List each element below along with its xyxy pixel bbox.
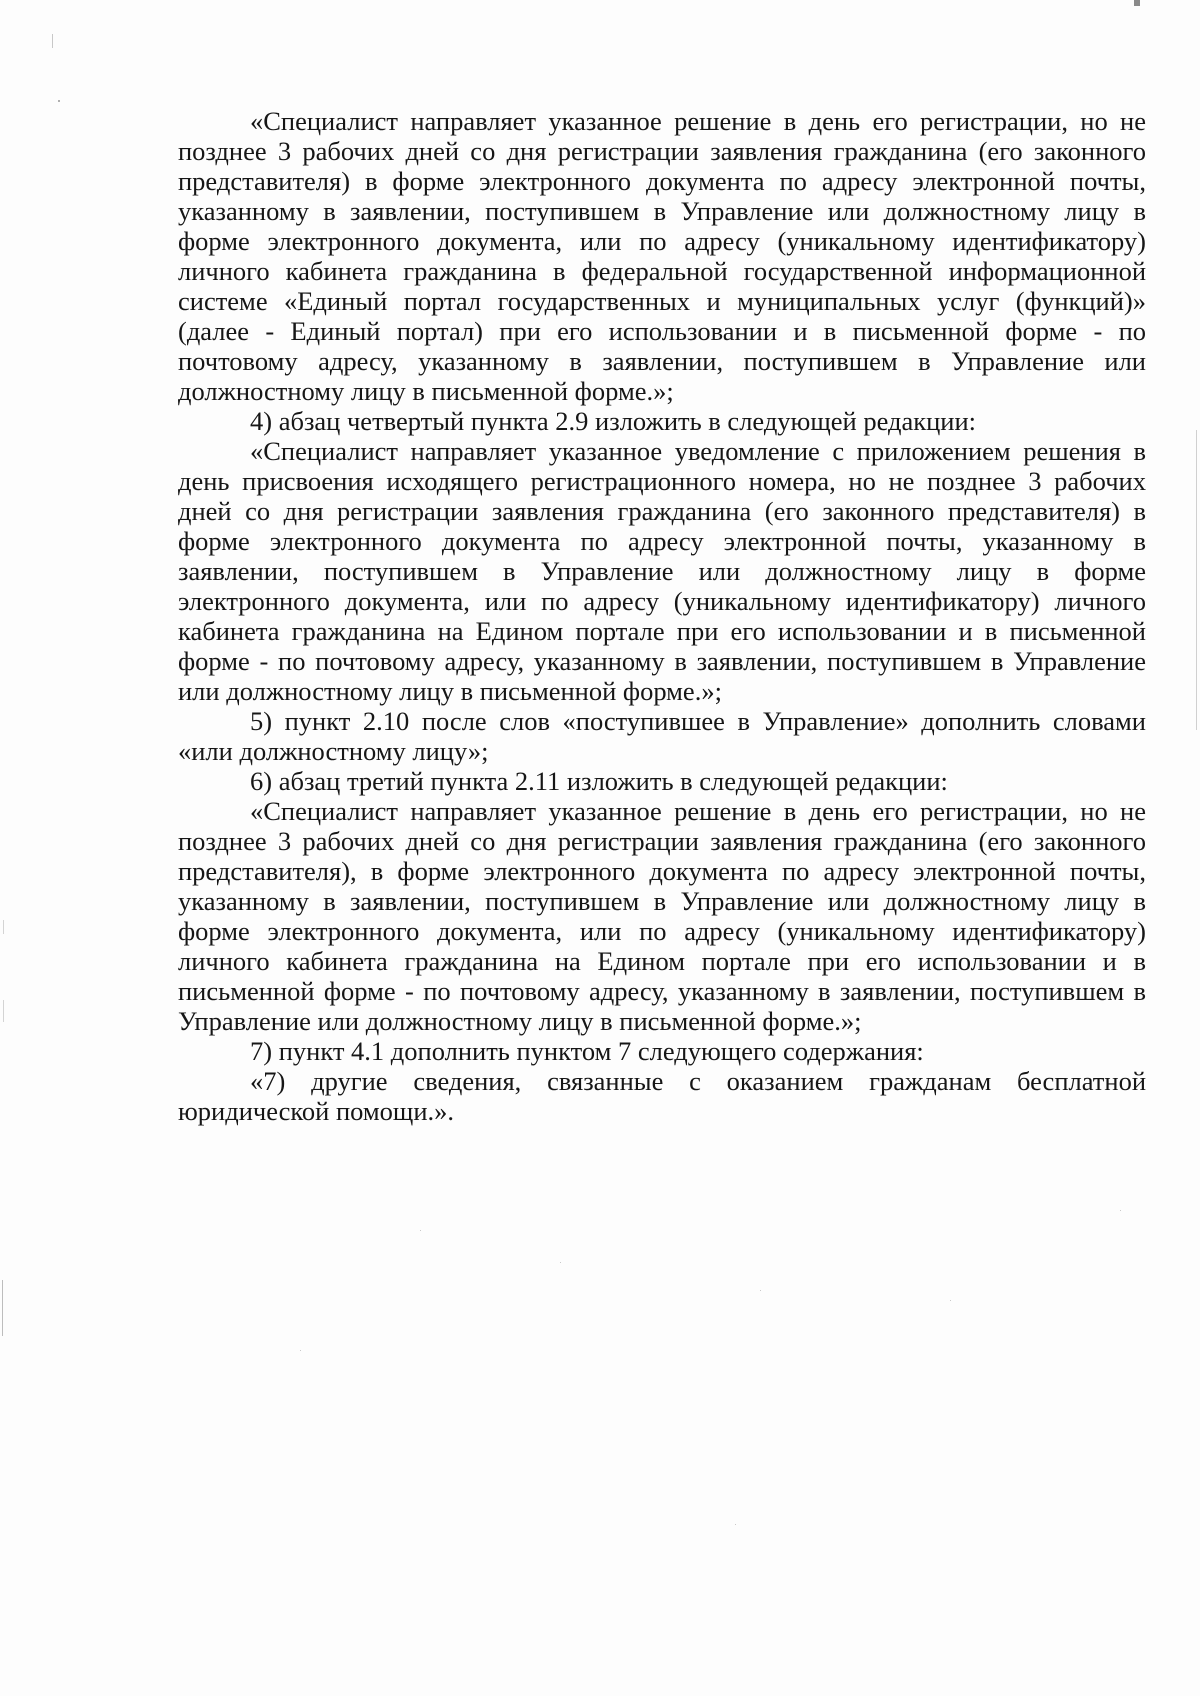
scan-artifact [58, 100, 60, 102]
scan-speck [735, 1524, 736, 1525]
scan-speck [300, 1350, 301, 1351]
paragraph: «Специалист направляет указанное уведомление с приложением решения в день присвоения исходящего регистрационного номера, но не позднее 3 рабочих дней со дня регистрации заявления гражданина (его законного представителя) в форме электронного документа по адресу электронной почты, указанному в заявлении, поступившем в Управление или должностному лицу в форме электронного документа, или по адресу (уникальному идентификатору) личного кабинета гражданина на Едином портале при его использовании и в письменной форме - по почтовому адресу, указанному в заявлении, поступившем в Управление или должностному лицу в письменной форме.»; [178, 436, 1146, 706]
scan-artifact [3, 920, 4, 934]
paragraph: 6) абзац третий пункта 2.11 изложить в следующей редакции: [250, 766, 948, 796]
scan-speck [560, 1262, 561, 1263]
document-body [178, 106, 1146, 1126]
paragraph: «Специалист направляет указанное решение в день его регистрации, но не позднее 3 рабочих дней со дня регистрации заявления гражданина (его законного представителя), в форме электронного документа по адресу электронной почты, указанному в заявлении, поступившем в Управление или должностному лицу в форме электронного документа, или по адресу (уникальному идентификатору) личного кабинета гражданина на Едином портале при его использовании и в письменной форме - по почтовому адресу, указанному в заявлении, поступившем в Управление или должностному лицу в письменной форме.»; [178, 796, 1146, 1036]
scan-artifact [1134, 0, 1140, 6]
paragraph: 5) пункт 2.10 после слов «поступившее в Управление» дополнить словами «или должностному лицу»; [178, 706, 1146, 766]
scan-artifact [2, 1280, 3, 1336]
scan-artifact [52, 34, 53, 48]
scan-speck [1120, 1210, 1121, 1211]
paragraph: 4) абзац четвертый пункта 2.9 изложить в следующей редакции: [250, 406, 977, 436]
paragraph: 7) пункт 4.1 дополнить пунктом 7 следующего содержания: [250, 1036, 924, 1066]
paragraph: «Специалист направляет указанное решение в день его регистрации, но не позднее 3 рабочих дней со дня регистрации заявления гражданина (его законного представителя) в форме электронного документа по адресу электронной почты, указанному в заявлении, поступившем в Управление или должностному лицу в форме электронного документа, или по адресу (уникальному идентификатору) личного кабинета гражданина в федеральной государственной информационной системе «Единый портал государственных и муниципальных услуг (функций)» (далее - Единый портал) при его использовании и в письменной форме - по почтовому адресу, указанному в заявлении, поступившем в Управление или должностному лицу в письменной форме.»; [178, 106, 1146, 406]
scan-speck [760, 1290, 761, 1291]
scan-speck [950, 1300, 951, 1301]
scan-artifact [3, 1000, 4, 1022]
paragraph: «7) другие сведения, связанные с оказанием гражданам бесплатной юридической помощи.». [178, 1066, 1146, 1126]
scan-artifact [1196, 430, 1197, 730]
scan-speck [420, 1230, 421, 1231]
